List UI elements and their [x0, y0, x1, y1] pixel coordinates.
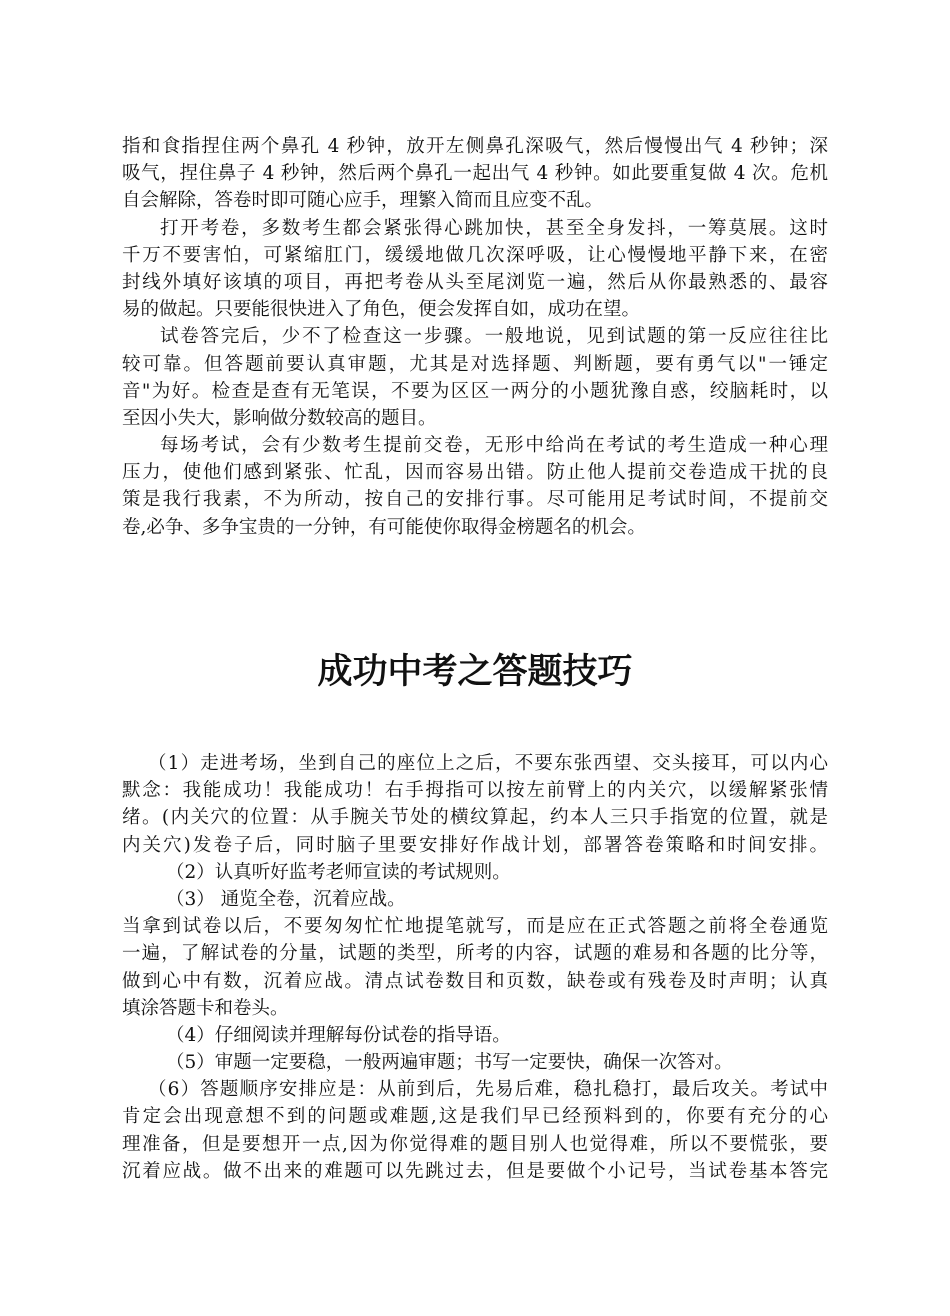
- paragraph-line: 卷,必争、多争宝贵的一分钟，有可能使你取得金榜题名的机会。: [122, 516, 646, 538]
- paragraph-line: （3） 通览全卷，沉着应战。: [166, 888, 406, 910]
- paragraph-line: 绪。(内关穴的位置：从手腕关节处的横纹算起，约本人三只手指宽的位置，就是: [122, 807, 828, 829]
- paragraph-line: 千万不要害怕，可紧缩肛门，缓缓地做几次深呼吸，让心慢慢地平静下来，在密: [122, 244, 828, 266]
- paragraph-line: 音"为好。检查是查有无笔误，不要为区区一两分的小题犹豫自惑，绞脑耗时，以: [122, 380, 828, 402]
- paragraph-line: 至因小失大，影响做分数较高的题目。: [122, 407, 437, 429]
- paragraph-line: 试卷答完后，少不了检查这一步骤。一般地说，见到试题的第一反应往往比: [160, 326, 828, 348]
- paragraph-line: 当拿到试卷以后，不要匆匆忙忙地提笔就写，而是应在正式答题之前将全卷通览: [122, 916, 828, 938]
- paragraph-line: 一遍，了解试卷的分量，试题的类型，所考的内容，试题的难易和各题的比分等，: [122, 943, 828, 965]
- paragraph-line: （2）认真听好监考老师宣读的考试规则。: [166, 861, 511, 883]
- paragraph-line: 内关穴)发卷子后，同时脑子里要安排好作战计划，部署答卷策略和时间安排。: [122, 834, 828, 856]
- paragraph-line: 策是我行我素，不为所动，按自己的安排行事。尽可能用足考试时间，不提前交: [122, 489, 828, 511]
- paragraph-line: 填涂答题卡和卷头。: [122, 997, 289, 1019]
- paragraph-line: 默念：我能成功！我能成功！右手拇指可以按左前臂上的内关穴，以缓解紧张情: [122, 780, 828, 802]
- body-text-section-1: [122, 133, 828, 541]
- paragraph-line: 易的做起。只要能很快进入了角色，便会发挥自如，成功在望。: [122, 299, 641, 321]
- paragraph-line: （6）答题顺序安排应是：从前到后，先易后难，稳扎稳打，最后攻关。考试中: [148, 1079, 828, 1101]
- paragraph-line: 打开考卷，多数考生都会紧张得心跳加快，甚至全身发抖，一筹莫展。这时: [160, 217, 828, 239]
- paragraph-line: 吸气，捏住鼻子 4 秒钟，然后两个鼻孔一起出气 4 秒钟。如此要重复做 4 次。危机: [122, 163, 828, 185]
- paragraph-line: 指和食指捏住两个鼻孔 4 秒钟，放开左侧鼻孔深吸气，然后慢慢出气 4 秒钟；深: [122, 136, 828, 157]
- paragraph-line: 沉着应战。做不出来的难题可以先跳过去，但是要做个小记号，当试卷基本答完: [122, 1160, 828, 1182]
- paragraph-line: （5）审题一定要稳，一般两遍审题；书写一定要快，确保一次答对。: [166, 1052, 733, 1074]
- paragraph-line: 封线外填好该填的项目，再把考卷从头至尾浏览一遍，然后从你最熟悉的、最容: [122, 271, 828, 293]
- paragraph-line: 理准备，但是要想开一点,因为你觉得难的题目别人也觉得难，所以不要慌张，要: [122, 1133, 828, 1155]
- paragraph-line: 每场考试，会有少数考生提前交卷，无形中给尚在考试的考生造成一种心理: [160, 435, 828, 457]
- paragraph-line: 自会解除，答卷时即可随心应手，理繁入简而且应变不乱。: [122, 190, 604, 212]
- paragraph-line: （1）走进考场，坐到自己的座位上之后，不要东张西望、交头接耳，可以内心: [148, 753, 828, 774]
- paragraph-line: （4）仔细阅读并理解每份试卷的指导语。: [166, 1024, 511, 1046]
- paragraph-line: 较可靠。但答题前要认真审题，尤其是对选择题、判断题，要有勇气以"一锤定: [122, 353, 828, 375]
- paragraph-line: 压力，使他们感到紧张、忙乱，因而容易出错。防止他人提前交卷造成干扰的良: [122, 462, 828, 484]
- section-title: 成功中考之答题技巧: [317, 652, 633, 692]
- paragraph-line: 肯定会出现意想不到的问题或难题,这是我们早已经预料到的，你要有充分的心: [122, 1106, 828, 1128]
- body-text-section-2: [122, 750, 828, 1185]
- paragraph-line: 做到心中有数，沉着应战。清点试卷数目和页数，缺卷或有残卷及时声明；认真: [122, 970, 828, 992]
